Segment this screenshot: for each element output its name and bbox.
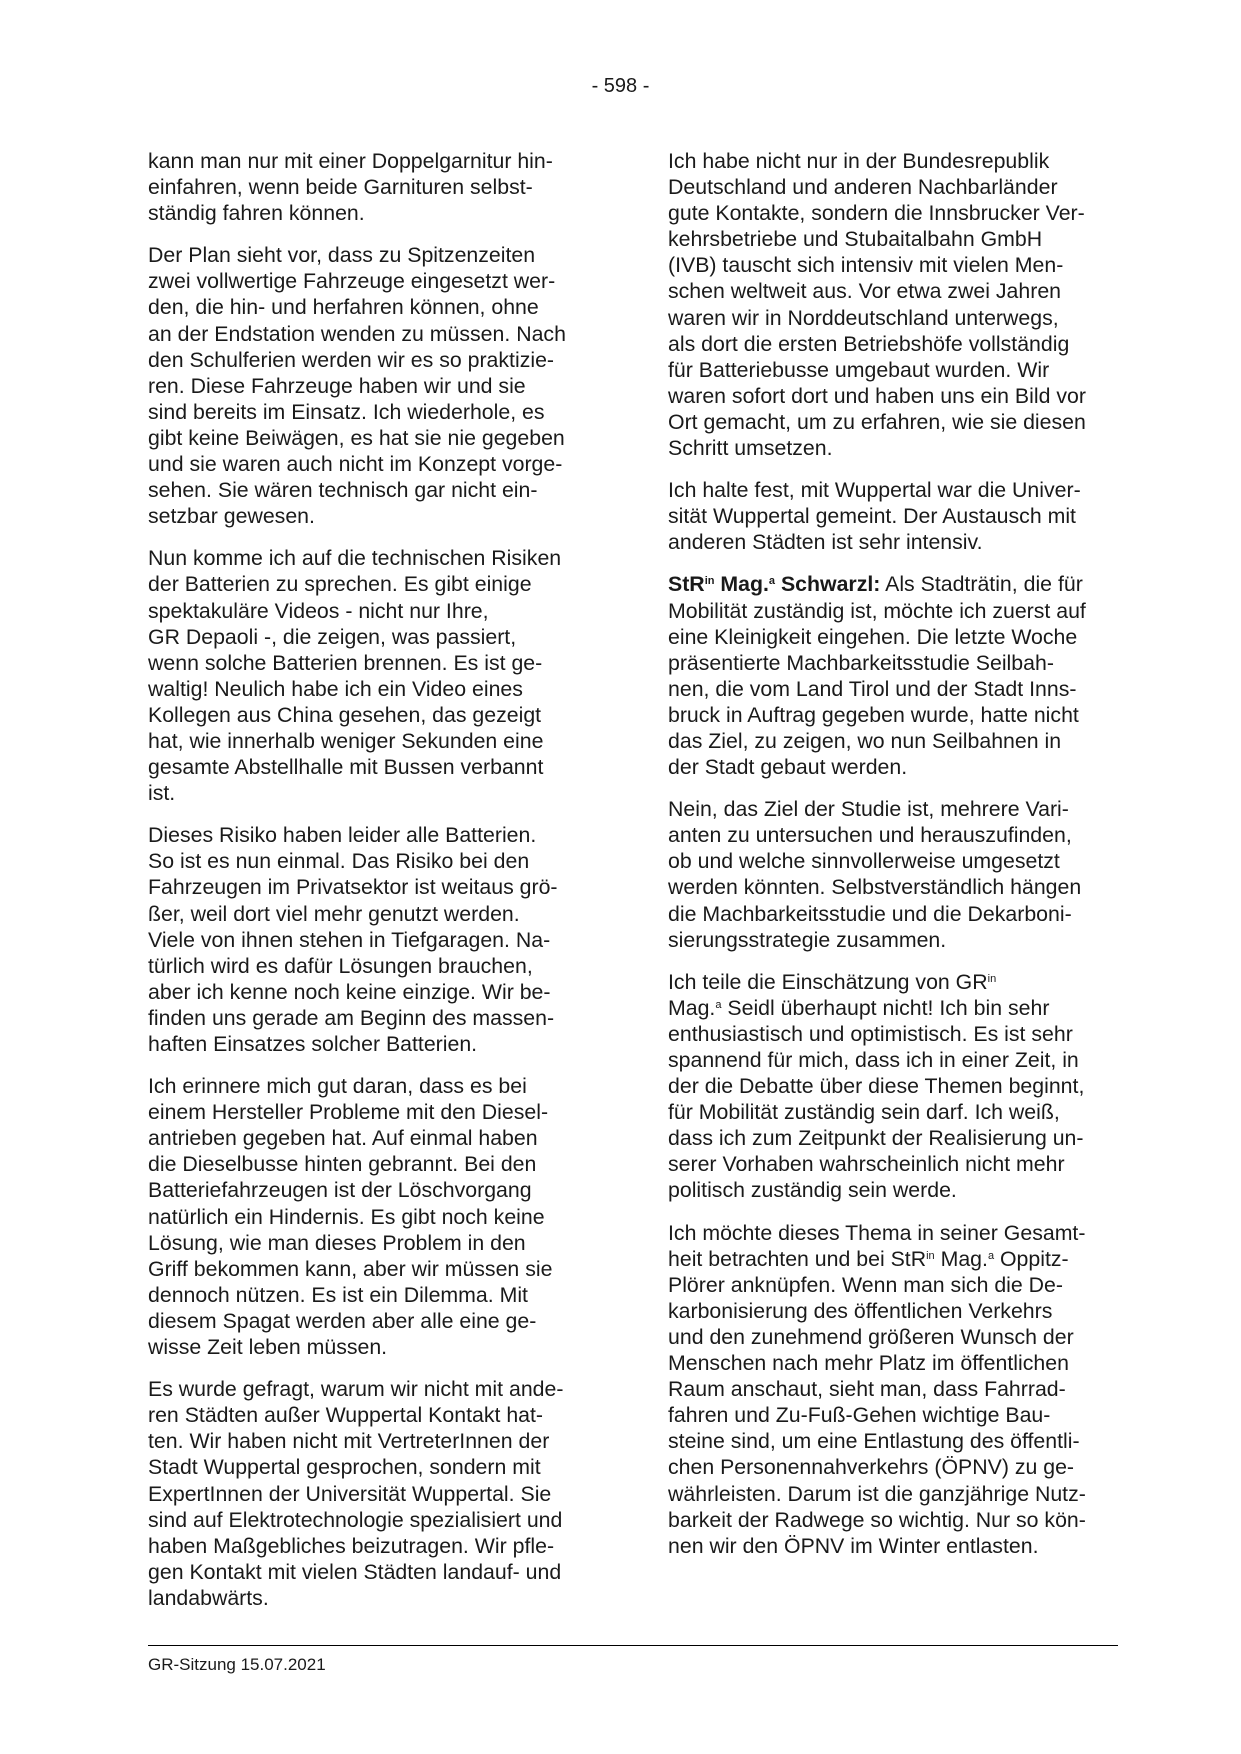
paragraph-line: bruck in Auftrag gegeben wurde, hatte nicht xyxy=(668,702,1079,727)
paragraph-line: kehrsbetriebe und Stubaitalbahn GmbH xyxy=(668,227,1043,252)
paragraph xyxy=(668,1220,1126,1559)
paragraph-line: ßer, weil dort viel mehr genutzt werden. xyxy=(148,901,520,926)
paragraph xyxy=(148,148,606,226)
paragraph-line: ob und welche sinnvollerweise umgesetzt xyxy=(668,849,1060,874)
page-number: - 598 - xyxy=(591,75,650,97)
paragraph-line: Kollegen aus China gesehen, das gezeigt xyxy=(148,702,542,727)
paragraph-line: Nein, das Ziel der Studie ist, mehrere Vari- xyxy=(668,797,1069,822)
footer-session-label: GR-Sitzung 15.07.2021 xyxy=(148,1655,326,1674)
paragraph-line: Griff bekommen kann, aber wir müssen sie xyxy=(148,1256,553,1281)
paragraph-line: den Schulferien werden wir es so praktizie- xyxy=(148,347,555,372)
left-column xyxy=(148,148,606,1627)
paragraph-line: GR Depaoli -, die zeigen, was passiert, xyxy=(148,624,517,649)
paragraph-line: So ist es nun einmal. Das Risiko bei den xyxy=(148,849,530,874)
paragraph-line: türlich wird es dafür Lösungen brauchen, xyxy=(148,953,533,978)
paragraph-line: Mobilität zuständig ist, möchte ich zuerst auf xyxy=(668,598,1086,623)
paragraph-line: Lösung, wie man dieses Problem in den xyxy=(148,1230,526,1255)
paragraph-line: wenn solche Batterien brennen. Es ist ge- xyxy=(148,650,543,675)
paragraph-line: einfahren, wenn beide Garnituren selbst- xyxy=(148,175,533,200)
paragraph-line: spektakuläre Videos - nicht nur Ihre, xyxy=(148,598,489,623)
paragraph-line: die Dieselbusse hinten gebrannt. Bei den xyxy=(148,1152,537,1177)
footer-divider xyxy=(148,1645,1118,1646)
paragraph-line: natürlich ein Hindernis. Es gibt noch keine xyxy=(148,1204,545,1229)
paragraph-line: und den zunehmend größeren Wunsch der xyxy=(668,1324,1074,1349)
paragraph-line: waltig! Neulich habe ich ein Video eines xyxy=(148,676,523,701)
paragraph-line: gibt keine Beiwägen, es hat sie nie gegeben xyxy=(148,425,565,450)
paragraph-line: Fahrzeugen im Privatsektor ist weitaus grö- xyxy=(148,875,558,900)
speaker-name: StR$^{in}$ Mag.$^a$ Schwarzl: xyxy=(668,572,881,597)
paragraph xyxy=(148,1376,606,1611)
paragraph-line: landabwärts. xyxy=(148,1585,269,1610)
paragraph-line: kann man nur mit einer Doppelgarnitur hin- xyxy=(148,149,553,173)
paragraph-line: währleisten. Darum ist die ganzjährige Nutz- xyxy=(668,1481,1086,1506)
paragraph-line: Mag.$^a$ Seidl überhaupt nicht! Ich bin sehr xyxy=(668,995,1050,1020)
paragraph-line: hat, wie innerhalb weniger Sekunden eine xyxy=(148,728,544,753)
paragraph-line: Plörer anknüpfen. Wenn man sich die De- xyxy=(668,1272,1063,1297)
paragraph-line: enthusiastisch und optimistisch. Es ist sehr xyxy=(668,1021,1073,1046)
paragraph-line: antrieben gegeben hat. Auf einmal haben xyxy=(148,1126,538,1151)
paragraph-line: Raum anschaut, sieht man, dass Fahrrad- xyxy=(668,1377,1066,1402)
right-column xyxy=(668,148,1126,1575)
paragraph-line: Ich möchte dieses Thema in seiner Gesamt- xyxy=(668,1220,1086,1245)
paragraph-line: diesem Spagat werden aber alle eine ge- xyxy=(148,1308,537,1333)
paragraph xyxy=(668,969,1126,1204)
paragraph-line: gesamte Abstellhalle mit Bussen verbannt xyxy=(148,755,544,780)
paragraph-line: an der Endstation wenden zu müssen. Nach xyxy=(148,321,566,346)
paragraph-line: waren sofort dort und haben uns ein Bild vor xyxy=(668,383,1086,408)
paragraph-line: Deutschland und anderen Nachbarländer xyxy=(668,175,1058,200)
paragraph xyxy=(148,822,606,1057)
paragraph-line: zwei vollwertige Fahrzeuge eingesetzt wer- xyxy=(148,269,556,294)
paragraph-line: barkeit der Radwege so wichtig. Nur so kön- xyxy=(668,1507,1086,1532)
paragraph-line: ren. Diese Fahrzeuge haben wir und sie xyxy=(148,373,526,398)
paragraph-line: Viele von ihnen stehen in Tiefgaragen. Na- xyxy=(148,927,551,952)
paragraph-line: steine sind, um eine Entlastung des öffentli- xyxy=(668,1429,1080,1454)
paragraph-line: Nun komme ich auf die technischen Risiken xyxy=(148,546,562,571)
paragraph-line: Batteriefahrzeugen ist der Löschvorgang xyxy=(148,1178,532,1203)
paragraph-line: Der Plan sieht vor, dass zu Spitzenzeiten xyxy=(148,243,536,268)
paragraph-line: werden könnten. Selbstverständlich hängen xyxy=(668,875,1082,900)
paragraph xyxy=(668,796,1126,953)
paragraph-line: der Stadt gebaut werden. xyxy=(668,755,908,780)
paragraph-line: gen Kontakt mit vielen Städten landauf- und xyxy=(148,1559,562,1584)
paragraph-line: dennoch nützen. Es ist ein Dilemma. Mit xyxy=(148,1282,528,1307)
paragraph-line: ren Städten außer Wuppertal Kontakt hat- xyxy=(148,1403,544,1428)
paragraph-line: Stadt Wuppertal gesprochen, sondern mit xyxy=(148,1455,541,1480)
paragraph-line: für Mobilität zuständig sein darf. Ich weiß, xyxy=(668,1100,1060,1125)
paragraph-line: spannend für mich, dass ich in einer Zeit, in xyxy=(668,1048,1079,1072)
paragraph-line: eine Kleinigkeit eingehen. Die letzte Woche xyxy=(668,624,1078,649)
paragraph-line: dass ich zum Zeitpunkt der Realisierung un- xyxy=(668,1126,1084,1151)
paragraph-line: ist. xyxy=(148,781,176,806)
paragraph-line: fahren und Zu-Fuß-Gehen wichtige Bau- xyxy=(668,1403,1051,1428)
paragraph-line: Menschen nach mehr Platz im öffentlichen xyxy=(668,1351,1069,1376)
paragraph-line: Ich habe nicht nur in der Bundesrepublik xyxy=(668,149,1050,173)
paragraph-line: gute Kontakte, sondern die Innsbrucker Ver- xyxy=(668,201,1085,226)
paragraph-line: serer Vorhaben wahrscheinlich nicht mehr xyxy=(668,1152,1065,1177)
paragraph-line: als dort die ersten Betriebshöfe vollständig xyxy=(668,331,1070,356)
paragraph-line: präsentierte Machbarkeitsstudie Seilbah- xyxy=(668,650,1054,675)
paragraph-line: und sie waren auch nicht im Konzept vorge- xyxy=(148,452,563,477)
paragraph-line: ständig fahren können. xyxy=(148,201,365,226)
paragraph-line: sind bereits im Einsatz. Ich wiederhole, es xyxy=(148,399,545,424)
paragraph-line: nen wir den ÖPNV im Winter entlasten. xyxy=(668,1533,1039,1558)
paragraph-line: Schritt umsetzen. xyxy=(668,436,833,461)
paragraph-line: der die Debatte über diese Themen beginnt, xyxy=(668,1074,1085,1099)
paragraph-line: das Ziel, zu zeigen, wo nun Seilbahnen in xyxy=(668,728,1062,753)
paragraph-line: wisse Zeit leben müssen. xyxy=(148,1335,388,1360)
paragraph-line: politisch zuständig sein werde. xyxy=(668,1178,957,1203)
paragraph-line: heit betrachten und bei StR$^{in}$ Mag.$^a$ Oppitz- xyxy=(668,1246,1069,1271)
paragraph-line: haben Maßgebliches beizutragen. Wir pfle- xyxy=(148,1533,555,1558)
paragraph-line: anten zu untersuchen und herauszufinden, xyxy=(668,823,1072,848)
paragraph-line: haften Einsatzes solcher Batterien. xyxy=(148,1032,478,1056)
paragraph xyxy=(668,477,1126,555)
paragraph-line: einem Hersteller Probleme mit den Diesel- xyxy=(148,1100,549,1125)
paragraph-line: karbonisierung des öffentlichen Verkehrs xyxy=(668,1298,1053,1323)
paragraph-line: Dieses Risiko haben leider alle Batterien. xyxy=(148,823,537,848)
paragraph-line: Ich teile die Einschätzung von $GR^{in}$ xyxy=(668,969,997,994)
speaker-paragraph xyxy=(668,571,1126,780)
paragraph xyxy=(148,545,606,806)
paragraph-line: sind auf Elektrotechnologie spezialisiert und xyxy=(148,1507,563,1532)
paragraph-line: StR$^{in}$ Mag.$^a$ Schwarzl: Als Stadträtin, die für xyxy=(668,572,1083,597)
paragraph xyxy=(148,1073,606,1360)
paragraph-line: Ort gemacht, um zu erfahren, wie sie diesen xyxy=(668,409,1086,434)
paragraph-line: sität Wuppertal gemeint. Der Austausch mit xyxy=(668,504,1076,529)
paragraph-line: ten. Wir haben nicht mit VertreterInnen der xyxy=(148,1429,550,1454)
paragraph-line: chen Personennahverkehrs (ÖPNV) zu ge- xyxy=(668,1455,1075,1480)
paragraph-line: Ich halte fest, mit Wuppertal war die Univer- xyxy=(668,478,1081,503)
paragraph-line: Ich erinnere mich gut daran, dass es bei xyxy=(148,1074,527,1099)
paragraph-line: finden uns gerade am Beginn des massen- xyxy=(148,1005,555,1030)
paragraph-line: sehen. Sie wären technisch gar nicht ein- xyxy=(148,478,538,503)
paragraph-line: setzbar gewesen. xyxy=(148,504,315,529)
paragraph-line: aber ich kenne noch keine einzige. Wir be- xyxy=(148,979,551,1004)
paragraph-line: (IVB) tauscht sich intensiv mit vielen Men- xyxy=(668,253,1064,278)
paragraph-line: schen weltweit aus. Vor etwa zwei Jahren xyxy=(668,279,1062,304)
paragraph xyxy=(668,148,1126,461)
paragraph-line: für Batteriebusse umgebaut wurden. Wir xyxy=(668,357,1050,382)
paragraph xyxy=(148,242,606,529)
paragraph-line: die Machbarkeitsstudie und die Dekarboni- xyxy=(668,901,1072,926)
paragraph-line: ExpertInnen der Universität Wuppertal. Sie xyxy=(148,1481,552,1506)
paragraph-line: waren wir in Norddeutschland unterwegs, xyxy=(668,305,1059,330)
paragraph-line: sierungsstrategie zusammen. xyxy=(668,927,947,952)
paragraph-line: den, die hin- und herfahren können, ohne xyxy=(148,295,539,320)
paragraph-line: Es wurde gefragt, warum wir nicht mit ande- xyxy=(148,1377,564,1402)
paragraph-line: der Batterien zu sprechen. Es gibt einige xyxy=(148,572,532,597)
paragraph-line: nen, die vom Land Tirol und der Stadt Inns- xyxy=(668,676,1077,701)
paragraph-line: anderen Städten ist sehr intensiv. xyxy=(668,530,983,555)
